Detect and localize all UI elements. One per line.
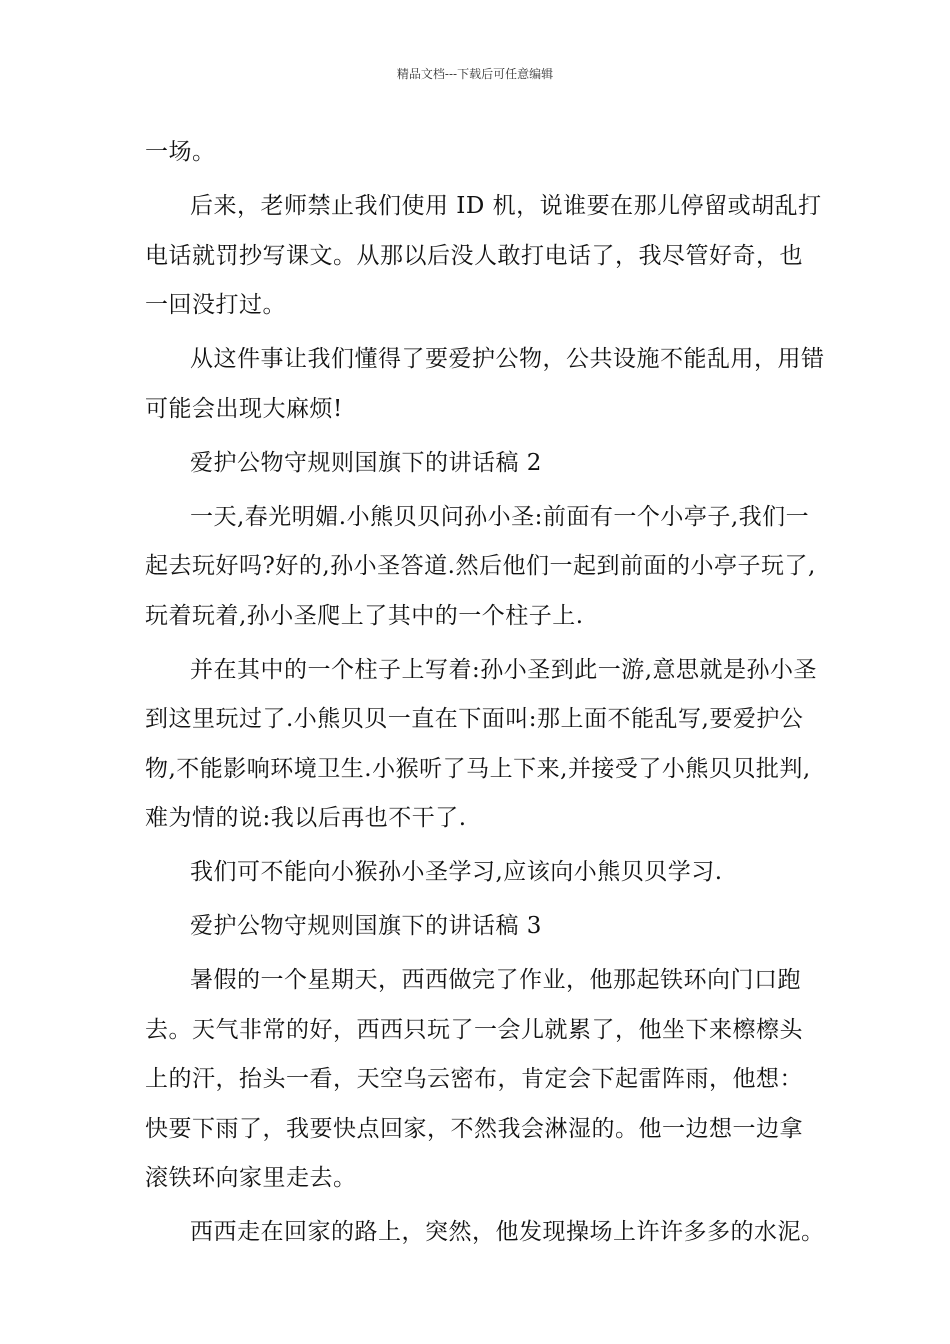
- paragraph: 西西走在回家的路上，突然，他发现操场上许许多多的水泥。: [190, 1219, 825, 1245]
- page-header: 精品文档---下载后可任意编辑: [396, 67, 554, 81]
- paragraph: 一场。: [145, 139, 216, 165]
- paragraph: 一天,春光明媚.小熊贝贝问孙小圣:前面有一个小亭子,我们一起去玩好吗?好的,孙小圣答道.然后他们一起到前面的小亭子玩了,玩着玩着,孙小圣爬上了其中的一个柱子上.: [145, 503, 816, 629]
- section-heading: 爱护公物守规则国旗下的讲话稿 3: [190, 913, 542, 939]
- paragraph: 并在其中的一个柱子上写着:孙小圣到此一游,意思就是孙小圣到这里玩过了.小熊贝贝一直在下面叫:那上面不能乱写,要爱护公物,不能影响环境卫生.小猴听了马上下来,并接受了小熊贝贝批判,难为情的说:我以后再也不干了.: [145, 656, 818, 831]
- document-body: [145, 128, 825, 1262]
- section-heading: 爱护公物守规则国旗下的讲话稿 2: [190, 449, 542, 476]
- paragraph: 从这件事让我们懂得了要爱护公物，公共设施不能乱用，用错可能会出现大麻烦!: [145, 346, 825, 422]
- paragraph: 我们可不能向小猴孙小圣学习,应该向小熊贝贝学习.: [190, 859, 723, 885]
- paragraph: 后来，老师禁止我们使用 ID 机，说谁要在那儿停留或胡乱打电话就罚抄写课文。从那以后没人敢打电话了，我尽管好奇，也一回没打过。: [145, 193, 822, 318]
- paragraph: 暑假的一个星期天，西西做完了作业，他那起铁环向门口跑去。天气非常的好，西西只玩了一会儿就累了，他坐下来檫檫头上的汗，抬头一看，天空乌云密布，肯定会下起雷阵雨，他想：快要下雨了，我要快点回家，不然我会淋湿的。他一边想一边拿滚铁环向家里走去。: [145, 967, 803, 1191]
